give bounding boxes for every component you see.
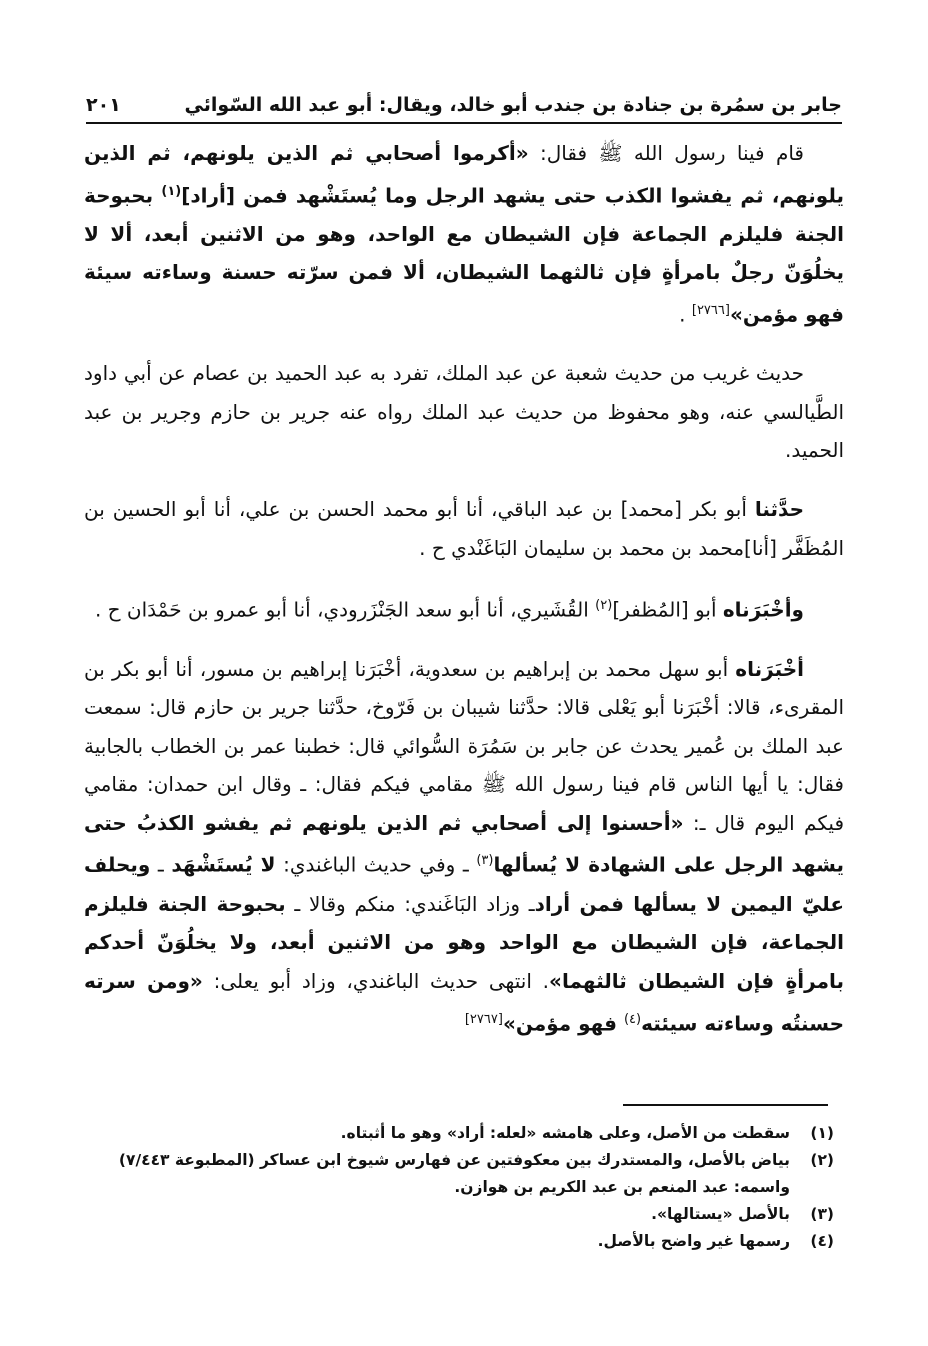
footnotes — [84, 1120, 834, 1255]
text-run: . — [679, 302, 692, 327]
footnote-text: بياض بالأصل، والمستدرك بين معكوفتين عن فهارس شيوخ ابن عساكر (المطبوعة ٧/٤٤٣) واسمه: عبد المنعم بن عبد الكريم بن هوازن. — [118, 1151, 790, 1196]
reference-marker: [٢٧٦٧] — [464, 1011, 503, 1027]
paragraph-4 — [84, 587, 844, 629]
footnote-number: (١) — [810, 1124, 834, 1142]
text-run: ـ وفي حديث الباغندي: — [275, 853, 477, 878]
footnote — [84, 1201, 834, 1228]
text-run: حديث غريب من حديث شعبة عن عبد الملك، تفرد به عبد الحميد بن عصام عن أبي داود الطَّيالسي عنه، وهو محفوظ من حديث عبد الملك رواه عنه جرير بن حازم وجرير بن عبد الحميد. — [84, 361, 844, 463]
page-header — [86, 72, 842, 124]
text-run: «أحسنوا إلى أصحابي ثم الذين يلونهم ثم يفشو الكذبُ حتى يشهد الرجل على الشهادة لا يُسألها — [84, 810, 845, 878]
text-run: «أكرموا أصحابي ثم الذين يلونهم، ثم الذين يلونهم، ثم يفشوا الكذب حتى يشهد الرجل وما يُستَشْهد فمن [أراد] — [84, 141, 844, 208]
footnote-number: (٣) — [810, 1205, 834, 1223]
text-run: القُشَيري، أنا أبو سعد الجَنْزَرودي، أنا أبو عمرو بن حَمْدَان ح . — [94, 597, 596, 622]
text-run: ـ — [150, 853, 172, 878]
running-title: جابر بن سمُرة بن جنادة بن جندب أبو خالد، ويقال: أبو عبد الله السّوائي — [184, 94, 842, 116]
text-run: أخْبَرَناه — [735, 656, 804, 681]
reference-marker: (٤) — [623, 1011, 642, 1027]
text-run: حدَّثنا — [754, 497, 804, 522]
text-run: «ومن سرته حسنتُه وساءته سيئته — [84, 968, 844, 1036]
text-run: ويحلف عليّ اليمين لا يسألها فمن أراد — [84, 853, 845, 916]
reference-marker: (١) — [161, 183, 182, 199]
text-run: أبو [المُظفر] — [612, 597, 723, 622]
text-run: أبو سهل محمد بن إبراهيم بن سعدوية، أخْبَرَنا إبراهيم بن مسور، أنا أبو بكر بن المقرىء، قالا: أخْبَرَنا أبو يَعْلى قالا: حدَّثنا شيبان بن فَرّوخ، حدَّثنا جرير بن حازم قال: سمعت عبد الملك بن عُمير يحدث عن جابر بن سَمُرَة السُّوائي قال: خطبنا عمر بن الخطاب بالجابية فقال: يا أيها الناس قام فينا رسول الله ﷺ مقامي فيكم فقال: ـ وقال ابن حمدان: مقامي فيكم اليوم قال ـ: — [84, 656, 844, 835]
footnote-divider — [623, 1104, 828, 1106]
footnote — [84, 1147, 834, 1201]
page-number: ٢٠١ — [86, 94, 121, 116]
footnote-number: (٤) — [810, 1232, 834, 1250]
paragraph-2 — [84, 354, 844, 470]
text-run: وأخْبَرَناه — [722, 597, 804, 622]
footnote-text: بالأصل «يستالها». — [651, 1205, 790, 1223]
text-run: فهو مؤمن» — [502, 1011, 624, 1036]
text-run: قام فينا رسول الله ﷺ فقال: — [528, 141, 804, 165]
text-run: ـ وزاد البَاغَندي: منكم وقالا ـ — [285, 891, 535, 916]
text-run: . انتهى حديث الباغندي، وزاد أبو يعلى: — [202, 968, 550, 993]
paragraph-1 — [84, 134, 844, 334]
paragraph-3 — [84, 490, 844, 567]
reference-marker: (٣) — [476, 853, 494, 869]
main-text — [84, 134, 844, 1063]
text-run: لا يُستَشْهَد — [171, 853, 276, 878]
footnote — [84, 1228, 834, 1255]
footnote-text: رسمها غير واضح بالأصل. — [597, 1232, 790, 1250]
text-run: بحبوحة الجنة فليلزم الجماعة فإن الشيطان مع الواحد، وهو من الاثنين أبعد، ألا لا يخلُوَنّ رجلٌ بامرأةٍ فإن ثالثهما الشيطان، ألا فمن سرّته حسنة وساءته سيئة فهو مؤمن» — [84, 183, 844, 327]
text-run: بحبوحة الجنة فليلزم الجماعة، فإن الشيطان مع الواحد وهو من الاثنين أبعد، ولا يخلُوَنّ أحدكم بامرأةٍ فإن الشيطان ثالثهما» — [84, 891, 844, 993]
footnote-number: (٢) — [810, 1151, 834, 1169]
reference-marker: (٢) — [595, 598, 613, 614]
text-run: أبو بكر [محمد] بن عبد الباقي، أنا أبو محمد الحسن بن علي، أنا أبو الحسين بن المُظَفَّر [أنا]محمد بن محمد بن سليمان البَاغَنْدي ح . — [84, 497, 844, 560]
reference-marker: [٢٧٦٦] — [691, 303, 730, 319]
footnote-text: سقطت من الأصل، وعلى هامشه «لعله: أراد» وهو ما أثبتاه. — [340, 1124, 790, 1142]
paragraph-5 — [84, 650, 844, 1043]
footnote — [84, 1120, 834, 1147]
